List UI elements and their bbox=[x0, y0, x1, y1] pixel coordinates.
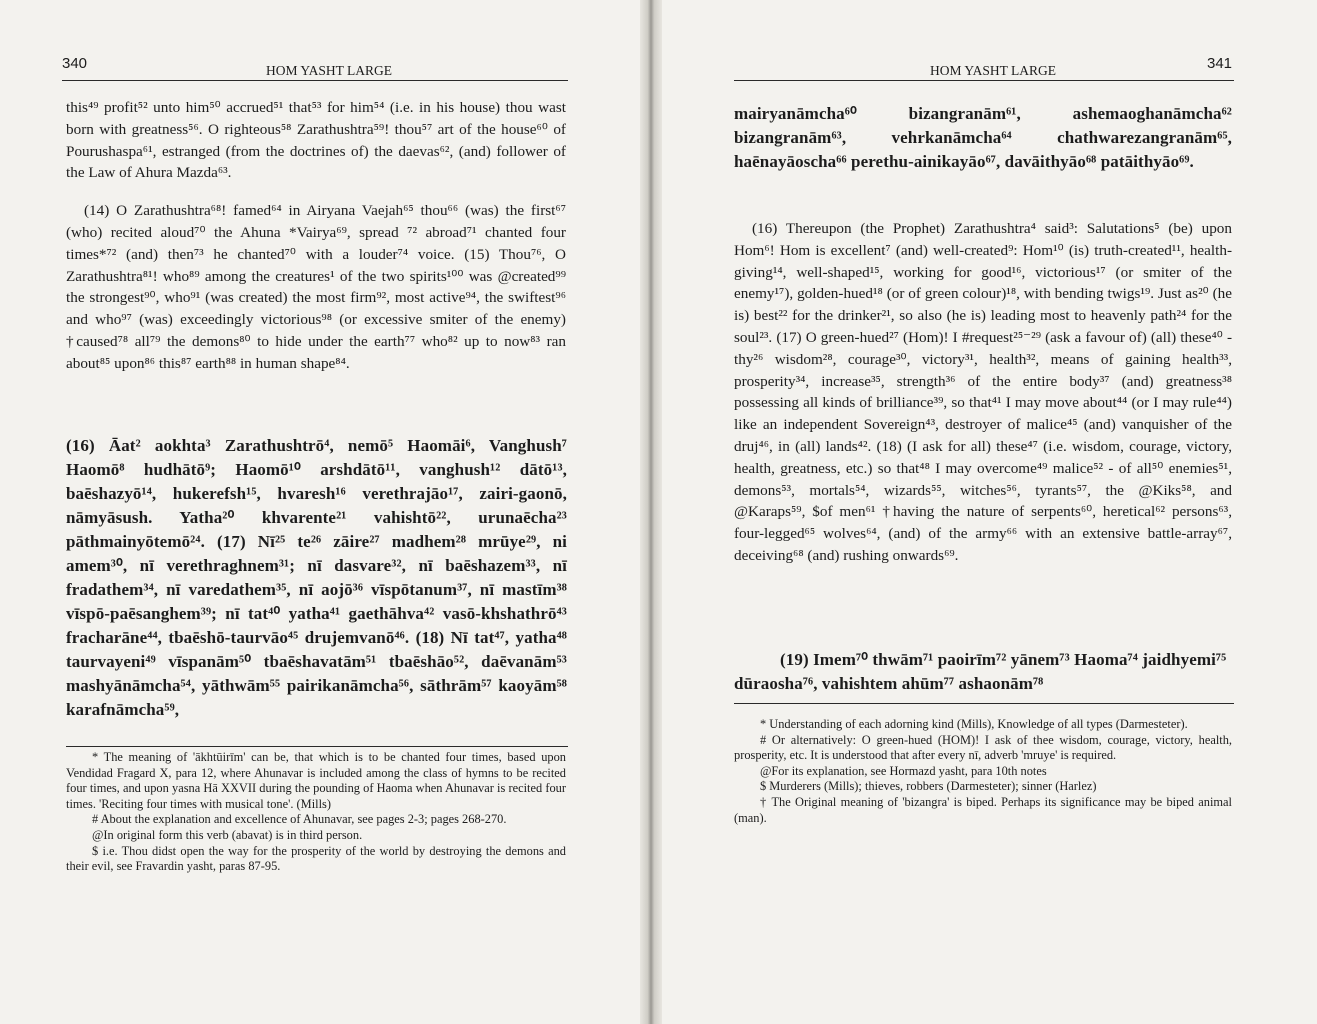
running-title: HOM YASHT LARGE bbox=[930, 63, 1057, 78]
footnote: # About the explanation and excellence of Ahunavar, see pages 2-3; pages 268-270. bbox=[92, 812, 507, 827]
book-gutter bbox=[640, 0, 662, 1024]
avesta-text: (16) Āat² aokhta³ Zarathushtrō⁴, nemō⁵ Haomāi⁶, Vanghush⁷ Haomō⁸ hudhātō⁹; Haomō¹⁰ arshdātō¹¹, vanghush¹² dātō¹³, baēshazyō¹⁴, hukerefsh¹⁵, hvaresh¹⁶ verethrajāo¹⁷, zairi-gaonō, nāmyāsush. Yatha²⁰ khvarente²¹ vahishtō²², urunaēcha²³ pāthmainyōtemō²⁴. (17) Nī²⁵ te²⁶ zāire²⁷ madhem²⁸ mrūye²⁹, ni amem³⁰, nī verethraghnem³¹; nī dasvare³², nī baēshazem³³, nī fradathem³⁴, nī varedathem³⁵, nī aojō³⁶ vīspōtanum³⁷, nī mastīm³⁸ vīspō-paēsanghem³⁹; nī tat⁴⁰ yatha⁴¹ gaethāhva⁴² vasō-khshathrō⁴³ fracharāne⁴⁴, tbaēshō-taurvāo⁴⁵ drujemvanō⁴⁶. (18) Nī tat⁴⁷, yatha⁴⁸ taurvayeni⁴⁹ vīspanām⁵⁰ tbaēshavatām⁵¹ tbaēshāo⁵², daēvanām⁵³ mashyānāmcha⁵⁴, yāthwām⁵⁵ pairikanāmcha⁵⁶, sāthrām⁵⁷ kaoyām⁵⁸ karafnāmcha⁵⁹, bbox=[66, 436, 567, 719]
footnote: # Or alternatively: O green-hued (HOM)! I ask of thee wisdom, courage, victory, health, prosperity, etc. It is understood that after every nī, adverb 'mruye' is required. bbox=[734, 732, 1232, 763]
page-number: 340 bbox=[62, 55, 88, 72]
footnote-rule bbox=[66, 746, 568, 747]
footnote-rule bbox=[734, 703, 1234, 704]
left-page bbox=[0, 0, 640, 1024]
paragraph: (16) Thereupon (the Prophet) Zarathushtra⁴ said³: Salutations⁵ (be) upon Hom⁶! Hom is excellent⁷ (and) well-created⁹: Hom¹⁰ (is) truth-created¹¹, health-giving¹⁴, well-shaped¹⁵, working for good¹⁶, victorious¹⁷ (or smiter of the enemy¹⁷), golden-hued¹⁸ (or of green colour)¹⁸, with bending twigs¹⁹. Just as²⁰ (he is) best²² for the drinker²¹, so also (he is) leading most to heavenly path²⁴ for the soul²³. (17) O green-hued²⁷ (Hom)! I #request²⁵⁻²⁹ (ask a favour of) (all) these⁴⁰ - thy²⁶ wisdom²⁸, courage³⁰, victory³¹, health³², means of gaining health³³, prosperity³⁴, increase³⁵, strength³⁶ of the entire body³⁷ (and) greatness³⁸ possessing all kinds of brilliance³⁹, so that⁴¹ I may move about⁴⁴ (or I may rule⁴⁴) like an independent Sovereign⁴³, destroyer of malice⁴⁵ (and) vanquisher of the druj⁴⁶, in (all) lands⁴². (18) (I ask for all) these⁴⁷ (i.e. wisdom, courage, victory, health, greatness, etc.) so that⁴⁸ I may overcome⁴⁹ malice⁵² - of all⁵⁰ enemies⁵¹, demons⁵³, mortals⁵⁴, wizards⁵⁵, witches⁵⁶, tyrants⁵⁷, the @Kiks⁵⁸, and @Karaps⁵⁹, $of men⁶¹ †having the nature of serpents⁶⁰, heretical⁶² persons⁶³, four-legged⁶⁵ wolves⁶⁴, (and) of the army⁶⁶ with an extensive battle-array⁶⁷, deceiving⁶⁸ (and) rushing onwards⁶⁹. bbox=[734, 220, 1232, 564]
footnote: @In original form this verb (abavat) is in third person. bbox=[92, 827, 363, 842]
footnotes bbox=[734, 717, 1232, 826]
footnote: $ i.e. Thou didst open the way for the prosperity of the world by destroying the demons and their evil, see Fravardin yasht, paras 87-95. bbox=[66, 843, 566, 874]
translation-text bbox=[734, 218, 1232, 567]
paragraph: this⁴⁹ profit⁵² unto him⁵⁰ accrued⁵¹ that⁵³ for him⁵⁴ (i.e. in his house) thou wast born with greatness⁵⁶. O righteous⁵⁸ Zarathushtra⁵⁹! thou⁵⁷ art of the house⁶⁰ of Pourushaspa⁶¹, estranged (from the doctrines of) the daevas⁶², (and) follower of the Law of Ahura Mazda⁶³. bbox=[66, 99, 566, 182]
header-rule bbox=[62, 80, 568, 81]
header-rule bbox=[734, 80, 1234, 81]
translation-text bbox=[66, 97, 566, 375]
paragraph: (14) O Zarathushtra⁶⁸! famed⁶⁴ in Airyana Vaejah⁶⁵ thou⁶⁶ (was) the first⁶⁷ (who) recited aloud⁷⁰ the Ahuna *Vairya⁶⁹, spread ⁷² abroad⁷¹ chanted four times*⁷² (and) then⁷³ he chanted⁷⁰ with a louder⁷⁴ voice. (15) Thou⁷⁶, O Zarathushtra⁸¹! who⁸⁹ among the creatures¹ of the two spirits¹⁰⁰ was @created⁹⁹ the strongest⁹⁰, who⁹¹ (was created) the most firm⁹², most active⁹⁴, the swiftest⁹⁶ and who⁹⁷ (was) exceedingly victorious⁹⁸ (or excessive smiter of the enemy) †caused⁷⁸ all⁷⁹ the demons⁸⁰ to hide under the earth⁷⁷ who⁸² up to now⁸³ ran about⁸⁵ upon⁸⁶ this⁸⁷ earth⁸⁸ in human shape⁸⁴. bbox=[66, 202, 566, 372]
footnote: $ Murderers (Mills); thieves, robbers (Darmesteter); sinner (Harlez) bbox=[760, 779, 1097, 794]
footnote: @For its explanation, see Hormazd yasht, para 10th notes bbox=[760, 763, 1047, 778]
running-title: HOM YASHT LARGE bbox=[266, 63, 393, 78]
footnote: * Understanding of each adorning kind (Mills), Knowledge of all types (Darmesteter). bbox=[760, 717, 1188, 731]
avesta-text: (19) Imem⁷⁰ thwām⁷¹ paoirīm⁷² yānem⁷³ Haoma⁷⁴ jaidhyemi⁷⁵ dūraosha⁷⁶, vahishtem ahūm⁷⁷ ashaonām⁷⁸ bbox=[734, 650, 1227, 693]
footnotes bbox=[66, 750, 566, 875]
page-number: 341 bbox=[1207, 55, 1233, 72]
right-page bbox=[662, 0, 1317, 1024]
avesta-text: mairyanāmcha⁶⁰ bizangranām⁶¹, ashemaoghanāmcha⁶² bizangranām⁶³, vehrkanāmcha⁶⁴ chathwarezangranām⁶⁵, haēnayāoscha⁶⁶ perethu-ainikayāo⁶⁷, davāithyāo⁶⁸ patāithyāo⁶⁹. bbox=[734, 104, 1232, 171]
footnote: † The Original meaning of 'bizangra' is biped. Perhaps its significance may be biped animal (man). bbox=[734, 794, 1232, 825]
footnote: * The meaning of 'ākhtūirīm' can be, that which is to be chanted four times, based upon Vendidad Fragard X, para 12, where Ahunavar is included among the class of hymns to be recited four times, and upon yasna Hā XXVII during the pounding of Haoma when Ahunavar is recited four times. 'Reciting four times with musical tone'. (Mills) bbox=[66, 750, 566, 811]
